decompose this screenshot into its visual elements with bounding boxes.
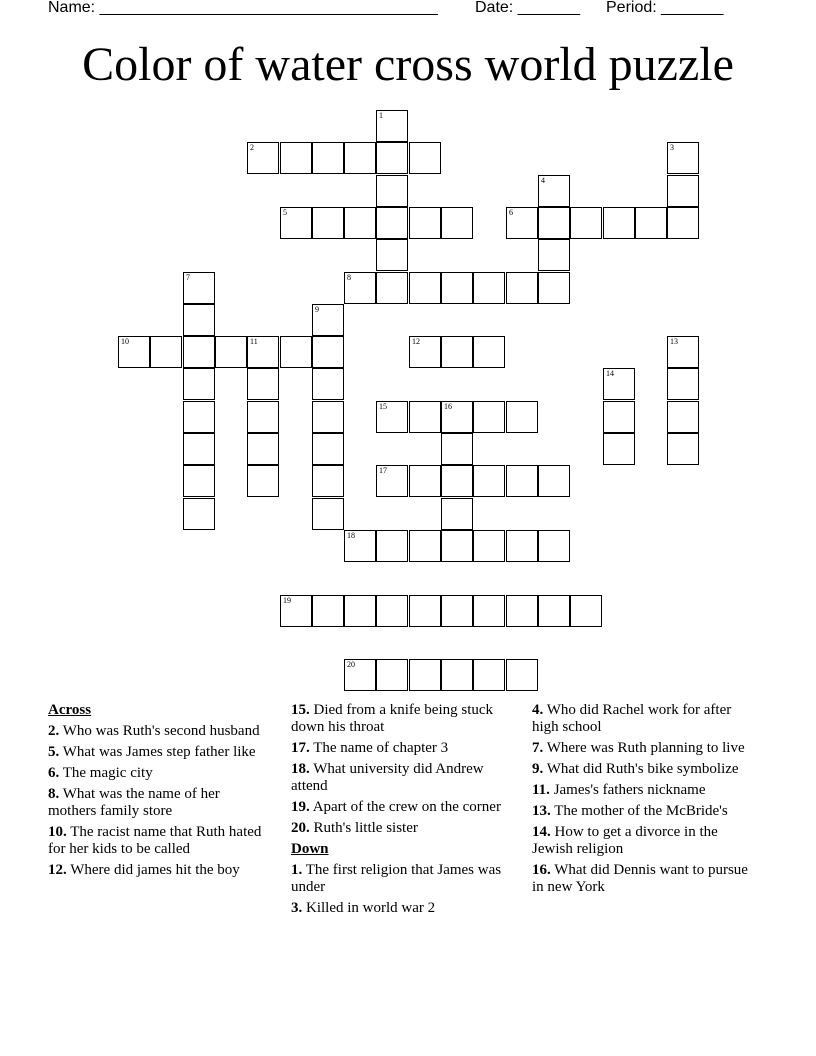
grid-cell[interactable] [538,207,570,239]
clue-across-18: 18. What university did Andrew attend [291,761,484,794]
down-heading: Down [291,841,329,857]
clue-number: 14 [606,369,614,378]
grid-cell[interactable] [409,465,441,497]
grid-cell[interactable] [409,272,441,304]
grid-cell[interactable] [603,401,635,433]
clue-number: 11 [250,337,258,346]
grid-cell[interactable] [473,401,505,433]
grid-cell[interactable] [312,368,344,400]
clues-column-3 [532,702,760,900]
grid-cell[interactable] [506,272,538,304]
grid-cell[interactable] [312,336,344,368]
grid-cell[interactable] [376,239,408,271]
grid-cell[interactable] [312,142,344,174]
grid-cell[interactable] [312,433,344,465]
clue-across-8: 8. What was the name of her mothers family store [48,786,220,819]
grid-cell[interactable] [183,336,215,368]
grid-cell[interactable] [603,433,635,465]
across-heading: Across [48,702,92,718]
grid-cell[interactable] [409,595,441,627]
grid-cell[interactable] [183,304,215,336]
name-field-label: Name: ______________________________________ [48,0,438,16]
grid-cell[interactable] [635,207,667,239]
grid-cell[interactable] [473,659,505,691]
grid-cell[interactable] [506,595,538,627]
clue-across-10: 10. The racist name that Ruth hated for her kids to be called [48,824,262,857]
grid-cell[interactable] [667,433,699,465]
clue-number: 7 [186,273,190,282]
clue-number: 15 [379,402,387,411]
grid-cell[interactable] [506,465,538,497]
clue-across-2: 2. Who was Ruth's second husband [48,723,260,739]
clue-down-7: 7. Where was Ruth planning to live [532,740,745,756]
clue-number: 16 [444,402,452,411]
grid-cell[interactable] [312,207,344,239]
date-field-label: Date: _______ [475,0,580,16]
grid-cell[interactable] [183,368,215,400]
grid-cell[interactable] [441,498,473,530]
grid-cell[interactable] [183,498,215,530]
grid-cell[interactable] [570,207,602,239]
grid-cell[interactable] [409,401,441,433]
clue-number: 1 [379,111,383,120]
grid-cell[interactable] [376,272,408,304]
grid-cell[interactable] [280,595,312,627]
grid-cell[interactable] [538,595,570,627]
grid-cell[interactable] [538,272,570,304]
grid-cell[interactable] [312,401,344,433]
clue-number: 2 [250,143,254,152]
clue-across-17: 17. The name of chapter 3 [291,740,449,756]
grid-cell[interactable] [312,304,344,336]
grid-cell[interactable] [376,465,408,497]
grid-cell[interactable] [183,272,215,304]
grid-cell[interactable] [247,465,279,497]
grid-cell[interactable] [441,659,473,691]
grid-cell[interactable] [538,175,570,207]
grid-cell[interactable] [344,207,376,239]
clue-number: 5 [283,208,287,217]
grid-cell[interactable] [376,401,408,433]
clue-across-5: 5. What was James step father like [48,744,256,760]
grid-cell[interactable] [409,659,441,691]
grid-cell[interactable] [667,401,699,433]
grid-cell[interactable] [312,595,344,627]
grid-cell[interactable] [667,142,699,174]
grid-cell[interactable] [538,239,570,271]
clue-across-19: 19. Apart of the crew on the corner [291,799,501,815]
clue-number: 18 [347,531,355,540]
grid-cell[interactable] [247,401,279,433]
grid-cell[interactable] [183,401,215,433]
clues-column-2 [291,702,506,921]
grid-cell[interactable] [538,530,570,562]
grid-cell[interactable] [247,142,279,174]
grid-cell[interactable] [441,530,473,562]
grid-cell[interactable] [506,401,538,433]
grid-cell[interactable] [441,272,473,304]
grid-cell[interactable] [247,336,279,368]
clue-number: 12 [412,337,420,346]
clue-number: 13 [670,337,678,346]
clue-number: 20 [347,660,355,669]
clue-number: 4 [541,176,545,185]
grid-cell[interactable] [473,595,505,627]
clue-across-15: 15. Died from a knife being stuck down his throat [291,702,494,735]
grid-cell[interactable] [441,465,473,497]
clue-down-11: 11. James's fathers nickname [532,782,706,798]
grid-cell[interactable] [506,207,538,239]
grid-cell[interactable] [409,336,441,368]
grid-cell[interactable] [409,142,441,174]
page-title: Color of water cross world puzzle [82,38,734,91]
clue-number: 3 [670,143,674,152]
grid-cell[interactable] [280,336,312,368]
clue-down-13: 13. The mother of the McBride's [532,803,728,819]
grid-cell[interactable] [280,142,312,174]
grid-cell[interactable] [376,175,408,207]
grid-cell[interactable] [183,433,215,465]
clue-number: 8 [347,273,351,282]
grid-cell[interactable] [506,659,538,691]
grid-cell[interactable] [344,142,376,174]
grid-cell[interactable] [215,336,247,368]
grid-cell[interactable] [570,595,602,627]
grid-cell[interactable] [603,207,635,239]
grid-cell[interactable] [506,530,538,562]
grid-cell[interactable] [118,336,150,368]
grid-cell[interactable] [409,530,441,562]
grid-cell[interactable] [344,659,376,691]
clue-across-20: 20. Ruth's little sister [291,820,418,836]
grid-cell[interactable] [247,433,279,465]
grid-cell[interactable] [344,272,376,304]
grid-cell[interactable] [312,498,344,530]
clues-column-1 [48,702,268,883]
grid-cell[interactable] [667,175,699,207]
clue-down-3: 3. Killed in world war 2 [291,900,436,916]
grid-cell[interactable] [667,336,699,368]
grid-cell[interactable] [376,659,408,691]
grid-cell[interactable] [150,336,182,368]
grid-cell[interactable] [441,595,473,627]
grid-cell[interactable] [280,207,312,239]
grid-cell[interactable] [473,336,505,368]
grid-cell[interactable] [376,110,408,142]
grid-cell[interactable] [376,207,408,239]
grid-cell[interactable] [473,272,505,304]
clue-number: 10 [121,337,129,346]
grid-cell[interactable] [344,595,376,627]
grid-cell[interactable] [473,465,505,497]
grid-cell[interactable] [312,465,344,497]
clue-down-1: 1. The first religion that James was under [291,862,502,895]
clue-number: 17 [379,466,387,475]
grid-cell[interactable] [441,336,473,368]
grid-cell[interactable] [376,595,408,627]
grid-cell[interactable] [409,207,441,239]
clue-number: 9 [315,305,319,314]
grid-cell[interactable] [473,530,505,562]
grid-cell[interactable] [183,465,215,497]
clue-number: 19 [283,596,291,605]
clue-down-9: 9. What did Ruth's bike symbolize [532,761,739,777]
grid-cell[interactable] [376,142,408,174]
clue-down-4: 4. Who did Rachel work for after high school [532,702,732,735]
grid-cell[interactable] [441,433,473,465]
grid-cell[interactable] [344,530,376,562]
period-field-label: Period: _______ [606,0,724,16]
grid-cell[interactable] [441,207,473,239]
grid-cell[interactable] [441,401,473,433]
grid-cell[interactable] [247,368,279,400]
clue-down-14: 14. How to get a divorce in the Jewish religion [532,824,718,857]
clue-across-12: 12. Where did james hit the boy [48,862,240,878]
clue-number: 6 [509,208,513,217]
header [48,0,768,22]
grid-cell[interactable] [603,368,635,400]
grid-cell[interactable] [538,465,570,497]
grid-cell[interactable] [667,368,699,400]
grid-cell[interactable] [667,207,699,239]
grid-cell[interactable] [376,530,408,562]
clue-down-16: 16. What did Dennis want to pursue in new York [532,862,748,895]
clue-across-6: 6. The magic city [48,765,153,781]
